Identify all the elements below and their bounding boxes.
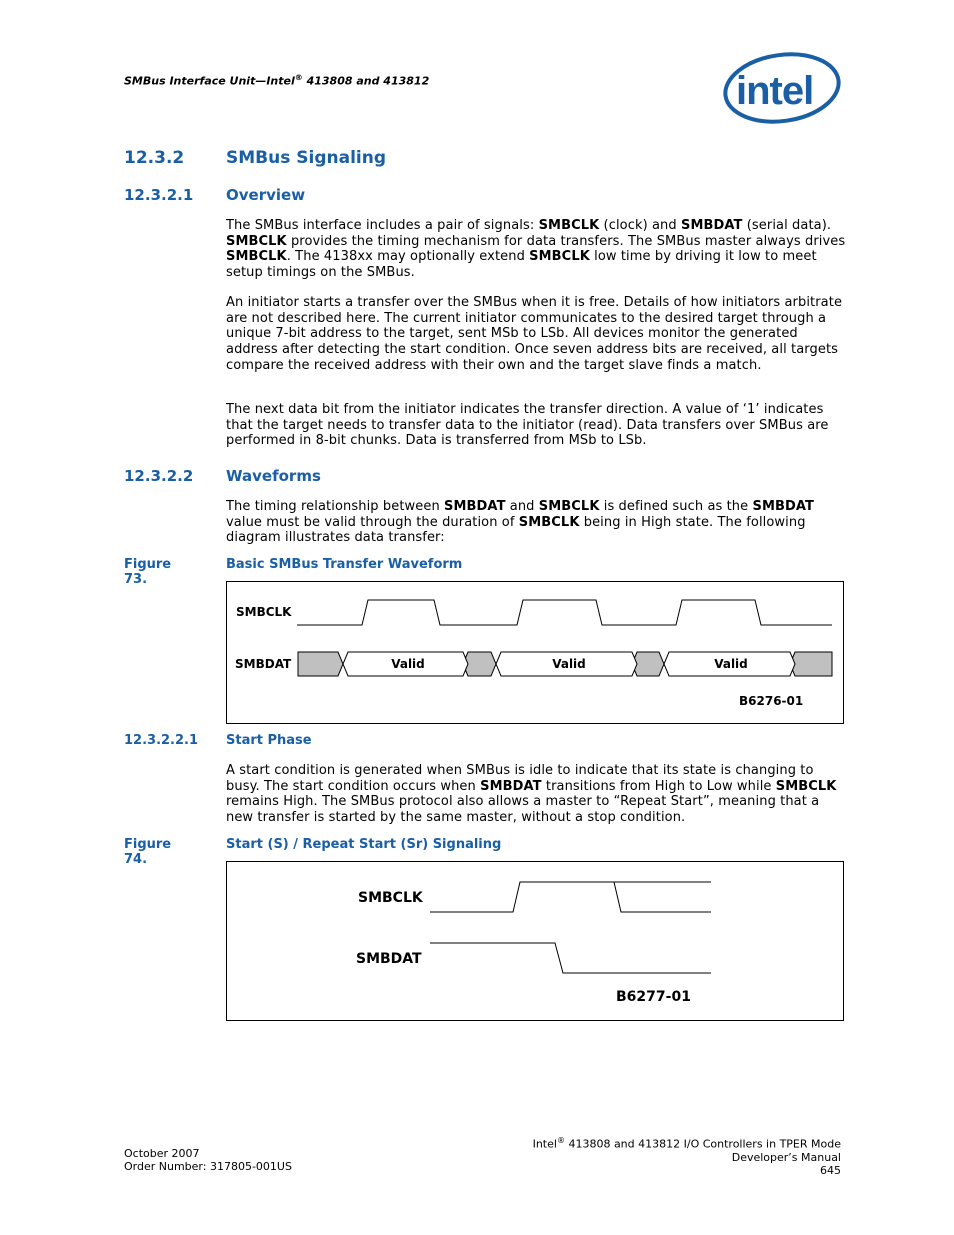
running-header bbox=[124, 73, 429, 88]
section-title: Overview bbox=[226, 186, 306, 204]
figure-number: Figure 74. bbox=[124, 837, 172, 867]
section-title: SMBus Signaling bbox=[226, 148, 386, 168]
intel-logo-icon bbox=[722, 48, 844, 128]
paragraph-overview-1: The SMBus interface includes a pair of signals: SMBCLK (clock) and SMBDAT (serial data). SMBCLK provides the timing mechanism for data transfers. The SMBus master always drives SMBCLK. The 4138xx may optionally extend SMBCLK low time by driving it low to meet setup timings on the SMBus. bbox=[226, 218, 846, 281]
footer-date: October 2007 bbox=[124, 1147, 200, 1160]
figure-74-diagram bbox=[226, 861, 844, 1021]
smbclk-label: SMBCLK bbox=[236, 605, 292, 619]
smbdat-transition-region bbox=[790, 652, 832, 676]
figure-title: Start (S) / Repeat Start (Sr) Signaling bbox=[226, 837, 502, 852]
section-number: 12.3.2 bbox=[124, 148, 185, 168]
footer-doc-title: Intel® 413808 and 413812 I/O Controllers in TPER Mode bbox=[532, 1136, 841, 1151]
section-number: 12.3.2.2.1 bbox=[124, 733, 199, 748]
smbus-transfer-waveform bbox=[227, 582, 843, 723]
section-number: 12.3.2.1 bbox=[124, 186, 194, 204]
smbclk-low-high-waveform bbox=[430, 882, 711, 912]
figure-code: B6276-01 bbox=[739, 694, 804, 708]
valid-label: Valid bbox=[714, 657, 748, 671]
footer-right bbox=[533, 1134, 841, 1177]
smbdat-label: SMBDAT bbox=[235, 657, 292, 671]
section-title: Waveforms bbox=[226, 467, 321, 485]
smbdat-waveform bbox=[430, 943, 711, 973]
paragraph-waveforms-1: The timing relationship between SMBDAT and SMBCLK is defined such as the SMBDAT value must be valid through the duration of SMBCLK being in High state. The following diagram illustrates data transfer: bbox=[226, 499, 815, 546]
figure-title: Basic SMBus Transfer Waveform bbox=[226, 557, 463, 572]
smbclk-label: SMBCLK bbox=[358, 890, 423, 906]
valid-label: Valid bbox=[391, 657, 425, 671]
section-number: 12.3.2.2 bbox=[124, 467, 194, 485]
footer-doc-subtitle: Developer’s Manual bbox=[731, 1150, 841, 1164]
figure-number: Figure 73. bbox=[124, 557, 172, 587]
figure-code: B6277-01 bbox=[616, 989, 691, 1005]
smbdat-transition-region bbox=[298, 652, 343, 676]
smbdat-label: SMBDAT bbox=[356, 951, 422, 967]
paragraph-overview-3: The next data bit from the initiator indicates the transfer direction. A value of ‘1’ indicates that the target needs to transfer data to the initiator (read). Data transfers over SMBus are performed in 8-bit chunks. Data is transferred from MSb to LSb. bbox=[226, 402, 829, 449]
paragraph-overview-2: An initiator starts a transfer over the SMBus when it is free. Details of how initiators arbitrate are not described here. The current initiator communicates to the desired target through a unique 7-bit address to the target, sent MSb to LSb. All devices monitor the generated address after detecting the start condition. Once seven address bits are received, all targets compare the received address with their own and the target slave finds a match. bbox=[226, 295, 843, 373]
start-signaling-waveform bbox=[227, 862, 843, 1020]
footer-left bbox=[124, 1147, 292, 1173]
smbclk-high-low-waveform bbox=[614, 882, 711, 912]
footer-order-number: Order Number: 317805-001US bbox=[124, 1160, 292, 1173]
valid-label: Valid bbox=[552, 657, 586, 671]
figure-73-diagram bbox=[226, 581, 844, 724]
section-title: Start Phase bbox=[226, 733, 312, 748]
paragraph-start-phase-1: A start condition is generated when SMBus is idle to indicate that its state is changing to busy. The start condition occurs when SMBDAT transitions from High to Low while SMBCLK remains High. The SMBus protocol also allows a master to “Repeat Start”, meaning that a new transfer is started by the same master, without a stop condition. bbox=[226, 763, 837, 826]
intel-logo-text: intel bbox=[736, 69, 814, 113]
page-number: 645 bbox=[820, 1163, 841, 1177]
running-header-prefix: SMBus Interface Unit—Intel bbox=[124, 74, 295, 88]
smbclk-waveform bbox=[297, 600, 832, 625]
running-header-suffix: 413808 and 413812 bbox=[302, 74, 430, 88]
registered-mark: ® bbox=[294, 73, 303, 82]
